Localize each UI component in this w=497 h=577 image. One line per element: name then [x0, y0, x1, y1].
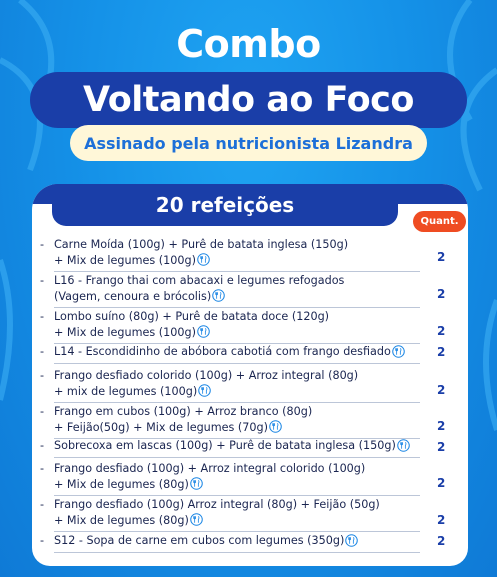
- meal-description: [54, 533, 426, 549]
- meal-line-1-text: Sobrecoxa em lascas (100g) + Purê de batata inglesa (150g): [54, 439, 396, 452]
- meal-line-2: [54, 325, 426, 341]
- meal-line-2-text: (Vagem, cenoura e brócolis): [54, 289, 212, 303]
- meal-quantity: 2: [437, 287, 446, 301]
- meal-line-1-text: L16 - Frango thai com abacaxi e legumes refogados: [54, 274, 345, 287]
- meal-quantity: 2: [437, 383, 446, 397]
- meal-bullet: -: [40, 498, 45, 511]
- utensils-icon: [190, 477, 203, 490]
- meal-divider: [54, 363, 420, 364]
- meal-description: [54, 404, 426, 435]
- meal-divider: [54, 552, 420, 553]
- utensils-icon: [397, 439, 410, 452]
- utensils-icon: [198, 384, 211, 397]
- meal-bullet: -: [40, 534, 45, 547]
- meal-line-2-text: + Mix de legumes (100g): [54, 325, 196, 339]
- meal-description: [54, 438, 426, 454]
- meal-line-2-text: + Feijão(50g) + Mix de legumes (70g): [54, 420, 268, 434]
- title-voltando: Voltando ao Foco: [83, 80, 414, 120]
- meal-line-1-text: L14 - Escondidinho de abóbora cabotiá com frango desfiado: [54, 345, 391, 358]
- meal-bullet: -: [40, 238, 45, 251]
- meal-line-1: [54, 344, 426, 360]
- meal-line-1: [54, 237, 426, 253]
- meal-bullet: -: [40, 439, 45, 452]
- meal-line-1: [54, 404, 426, 420]
- meal-line-1: [54, 273, 426, 289]
- meal-line-1-text: Frango em cubos (100g) + Arroz branco (80g): [54, 405, 313, 418]
- utensils-icon: [269, 420, 282, 433]
- meal-line-2: [54, 420, 426, 436]
- meal-quantity: 2: [437, 419, 446, 433]
- meal-quantity: 2: [437, 534, 446, 548]
- meal-line-1-text: Carne Moída (100g) + Purê de batata inglesa (150g): [54, 238, 349, 251]
- meal-description: [54, 273, 426, 304]
- meal-quantity: 2: [437, 440, 446, 454]
- meal-line-1: [54, 533, 426, 549]
- meal-description: [54, 368, 426, 399]
- meal-description: [54, 344, 426, 360]
- meal-line-1-text: Lombo suíno (80g) + Purê de batata doce (120g): [54, 310, 330, 323]
- meal-divider: [54, 531, 420, 532]
- meal-line-1-text: Frango desfiado colorido (100g) + Arroz integral (80g): [54, 369, 359, 382]
- meal-quantity: 2: [437, 250, 446, 264]
- meal-quantity: 2: [437, 324, 446, 338]
- subtitle-text: Assinado pela nutricionista Lizandra: [84, 133, 413, 153]
- meal-line-1: [54, 309, 426, 325]
- meal-description: [54, 237, 426, 268]
- card-title: 20 refeições: [155, 193, 295, 217]
- meal-line-2: [54, 253, 426, 269]
- utensils-icon: [197, 325, 210, 338]
- utensils-icon: [190, 513, 203, 526]
- meal-divider: [54, 457, 420, 458]
- card-header: [52, 184, 398, 226]
- utensils-icon: [392, 345, 405, 358]
- title-banner: [30, 72, 467, 128]
- meal-bullet: -: [40, 369, 45, 382]
- meal-bullet: -: [40, 274, 45, 287]
- meal-line-2-text: + Mix de legumes (80g): [54, 477, 189, 491]
- title-combo: Combo: [176, 22, 321, 66]
- meal-divider: [54, 402, 420, 403]
- meal-line-2-text: + mix de legumes (100g): [54, 384, 198, 398]
- quant-badge: Quant.: [413, 211, 466, 232]
- meal-line-1-text: Frango desfiado (100g) + Arroz integral colorido (100g): [54, 462, 366, 475]
- meal-line-1: [54, 368, 426, 384]
- meal-description: [54, 497, 426, 528]
- meal-quantity: 2: [437, 476, 446, 490]
- meal-line-1: [54, 438, 426, 454]
- meal-description: [54, 309, 426, 340]
- meal-line-2-text: + Mix de legumes (80g): [54, 513, 189, 527]
- utensils-icon: [197, 253, 210, 266]
- meal-line-2: [54, 513, 426, 529]
- meal-line-1-text: Frango desfiado (100g) Arroz integral (80g) + Feijão (50g): [54, 498, 380, 511]
- meal-line-1: [54, 461, 426, 477]
- meal-divider: [54, 307, 420, 308]
- meal-bullet: -: [40, 462, 45, 475]
- meal-line-2: [54, 289, 426, 305]
- meal-line-1: [54, 497, 426, 513]
- meal-quantity: 2: [437, 345, 446, 359]
- meal-description: [54, 461, 426, 492]
- utensils-icon: [345, 534, 358, 547]
- meal-bullet: -: [40, 345, 45, 358]
- meal-divider: [54, 495, 420, 496]
- subtitle-banner: [70, 125, 427, 161]
- utensils-icon: [212, 289, 225, 302]
- meal-line-2-text: + Mix de legumes (100g): [54, 253, 196, 267]
- meal-line-1-text: S12 - Sopa de carne em cubos com legumes (350g): [54, 534, 345, 547]
- meal-line-2: [54, 477, 426, 493]
- meal-bullet: -: [40, 405, 45, 418]
- meal-bullet: -: [40, 310, 45, 323]
- meal-divider: [54, 271, 420, 272]
- meal-line-2: [54, 384, 426, 400]
- meal-quantity: 2: [437, 513, 446, 527]
